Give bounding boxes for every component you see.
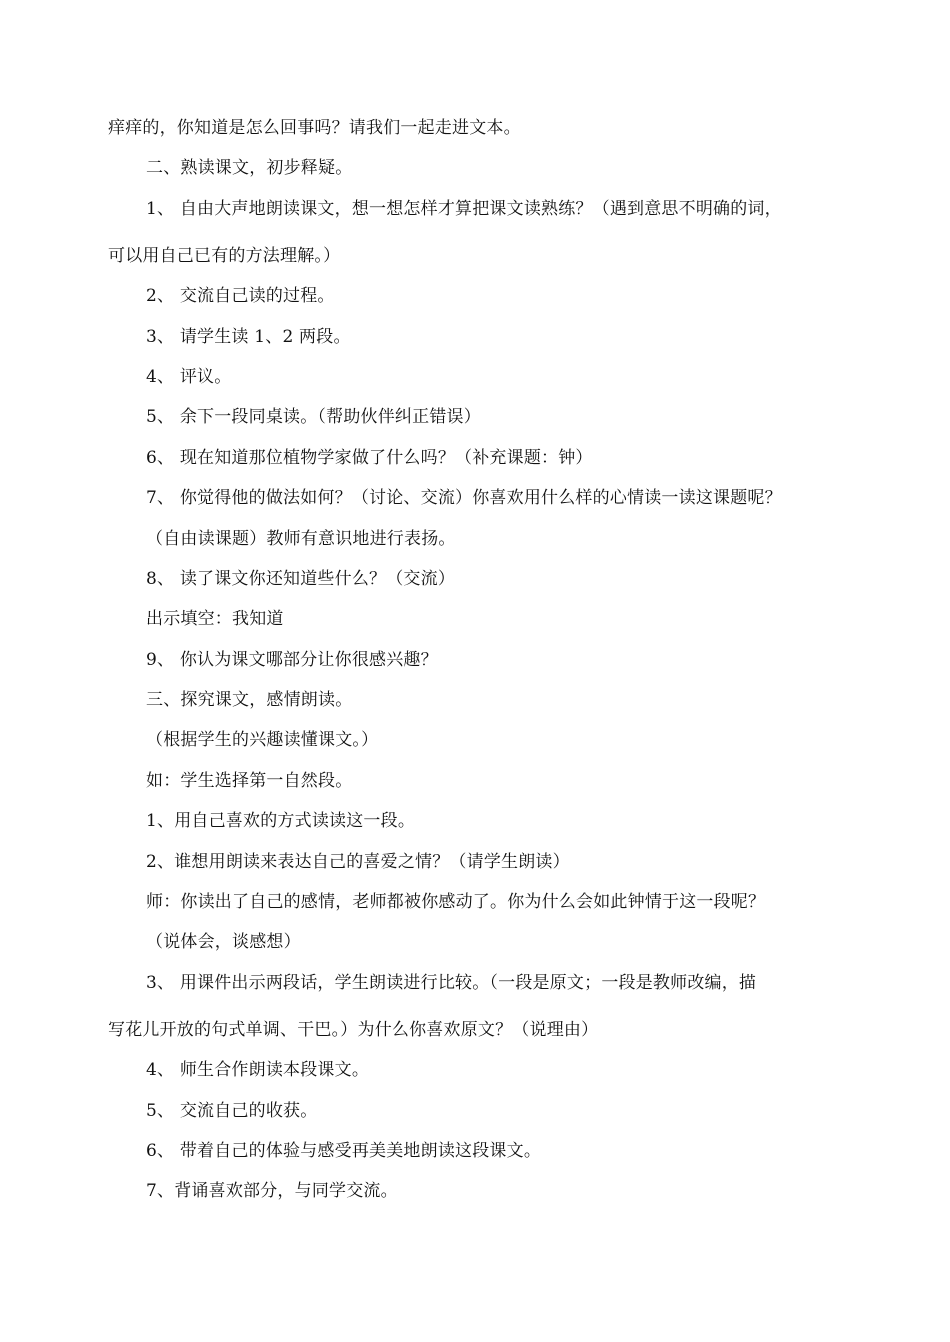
list-item-6: 6、 现在知道那位植物学家做了什么吗？（补充课题：钟） (146, 447, 593, 468)
list-item-8: 8、 读了课文你还知道些什么？（交流） (146, 568, 456, 589)
list-item-4b: 4、 师生合作朗读本段课文。 (146, 1060, 370, 1081)
paragraph-line-23: 写花儿开放的句式单调、干巴。）为什么你喜欢原文？（说理由） (108, 1019, 599, 1040)
list-item-7b: 7、背诵喜欢部分，与同学交流。 (146, 1181, 398, 1202)
list-item-9: 9、 你认为课文哪部分让你很感兴趣？ (146, 649, 438, 670)
paragraph-line-1: 痒痒的，你知道是怎么回事吗？请我们一起走进文本。 (108, 118, 521, 138)
section-heading-3: 三、探究课文，感情朗读。 (146, 690, 353, 711)
list-item-4: 4、 评议。 (146, 366, 232, 387)
paragraph-line-21: （说体会，谈感想） (146, 932, 301, 953)
paragraph-line-3: 1、 自由大声地朗读课文，想一想怎样才算把课文读熟练？（遇到意思不明确的词， (146, 198, 782, 219)
paragraph-line-16: （根据学生的兴趣读懂课文。） (146, 730, 379, 751)
list-item-2: 2、 交流自己读的过程。 (146, 286, 335, 307)
list-item-5: 5、 余下一段同桌读。（帮助伙伴纠正错误） (146, 407, 481, 428)
paragraph-line-20: 师：你读出了自己的感情，老师都被你感动了。你为什么会如此钟情于这一段呢？ (146, 892, 766, 913)
paragraph-line-4: 可以用自己已有的方法理解。） (108, 245, 341, 266)
section-heading-2: 二、熟读课文，初步释疑。 (146, 158, 353, 179)
list-item-3: 3、 请学生读 1、2 两段。 (146, 326, 351, 347)
list-item-7: 7、 你觉得他的做法如何？（讨论、交流）你喜欢用什么样的心情读一读这课题呢？ (146, 488, 782, 509)
list-item-6b: 6、 带着自己的体验与感受再美美地朗读这段课文。 (146, 1140, 542, 1161)
paragraph-line-19: 2、谁想用朗读来表达自己的喜爱之情？（请学生朗读） (146, 851, 570, 872)
paragraph-line-11: （自由读课题）教师有意识地进行表扬。 (146, 528, 456, 549)
paragraph-line-13: 出示填空：我知道 (146, 609, 284, 630)
paragraph-line-18: 1、用自己喜欢的方式读读这一段。 (146, 811, 416, 832)
list-item-5b: 5、 交流自己的收获。 (146, 1100, 318, 1121)
document-body (108, 116, 868, 1220)
paragraph-line-17: 如：学生选择第一自然段。 (146, 770, 353, 791)
paragraph-line-22: 3、 用课件出示两段话，学生朗读进行比较。（一段是原文；一段是教师改编，描 (146, 972, 757, 993)
